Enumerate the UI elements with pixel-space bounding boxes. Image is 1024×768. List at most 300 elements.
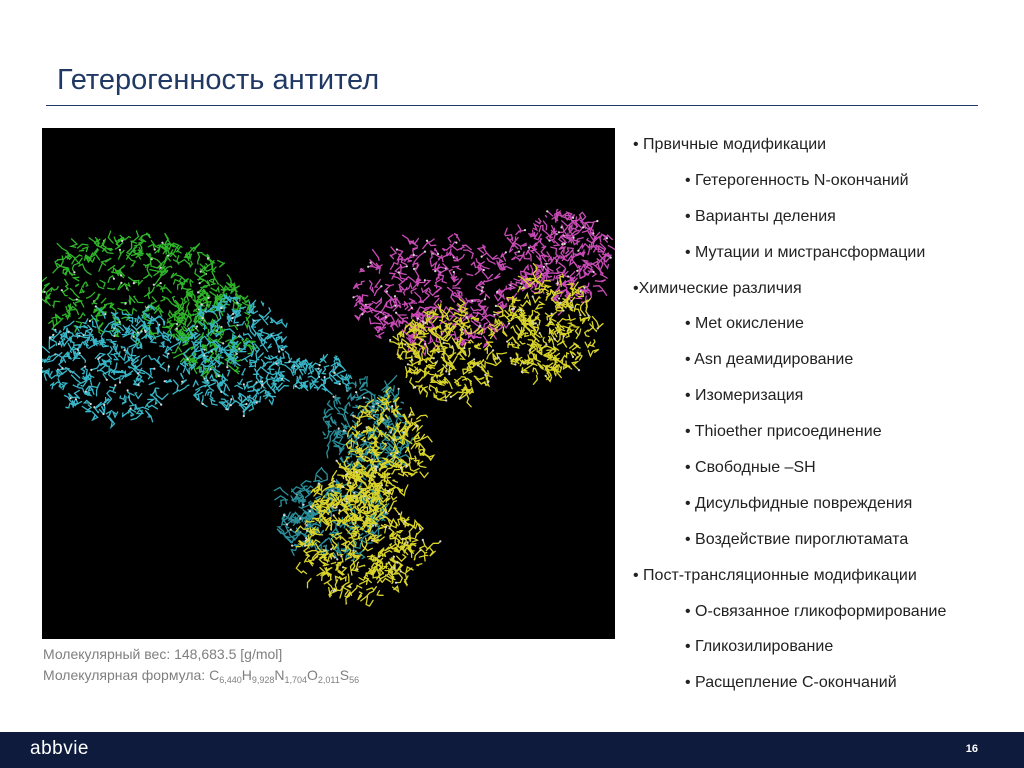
bond-stick <box>388 501 396 512</box>
atom-dot <box>339 383 341 385</box>
bond-stick <box>543 221 546 230</box>
bond-stick <box>59 384 61 387</box>
atom-dot <box>202 403 204 405</box>
atom-dot <box>44 291 46 293</box>
bond-stick <box>53 301 60 307</box>
atom-dot <box>355 391 357 393</box>
protein-domain <box>490 264 604 385</box>
atom-dot <box>610 257 612 259</box>
bond-stick <box>79 313 85 318</box>
atom-dot <box>404 343 406 345</box>
bond-stick <box>307 551 319 553</box>
atom-dot <box>528 247 530 249</box>
bond-stick <box>265 308 271 317</box>
formula-count: 56 <box>349 675 360 685</box>
bond-stick <box>224 308 225 312</box>
atom-dot <box>506 341 508 343</box>
atom-dot <box>176 328 178 330</box>
bond-stick <box>129 297 135 305</box>
bond-stick <box>108 347 113 359</box>
atom-dot <box>385 526 387 528</box>
atom-dot <box>522 286 524 288</box>
bond-stick <box>406 567 413 573</box>
atom-dot <box>453 271 455 273</box>
bond-stick <box>386 563 390 569</box>
bond-stick <box>409 299 415 303</box>
bond-stick <box>64 321 74 330</box>
atom-dot <box>392 439 394 441</box>
bullet-item: • Свободные –SH <box>685 459 816 477</box>
bond-stick <box>453 266 461 269</box>
atom-dot <box>130 407 132 409</box>
atom-dot <box>524 229 526 231</box>
atom-dot <box>290 529 292 531</box>
bond-stick <box>326 401 333 414</box>
atom-dot <box>342 486 344 488</box>
bond-stick <box>495 274 500 279</box>
bullet-item: • Thioether присоединение <box>685 423 882 441</box>
bond-stick <box>524 326 530 332</box>
bond-stick <box>201 360 205 365</box>
atom-dot <box>302 504 304 506</box>
atom-dot <box>304 545 306 547</box>
atom-dot <box>405 465 407 467</box>
atom-dot <box>545 343 547 345</box>
bond-stick <box>163 354 168 357</box>
bond-stick <box>75 284 78 287</box>
bond-stick <box>177 256 179 264</box>
atom-dot <box>398 271 400 273</box>
atom-dot <box>353 492 355 494</box>
atom-dot <box>435 362 437 364</box>
bond-stick <box>419 556 425 561</box>
atom-dot <box>133 336 135 338</box>
bond-stick <box>70 337 73 342</box>
bond-stick <box>381 525 386 533</box>
atom-dot <box>395 582 397 584</box>
bond-stick <box>158 307 162 317</box>
bond-stick <box>511 326 521 338</box>
bond-stick <box>520 341 525 344</box>
bond-stick <box>156 283 163 292</box>
bond-stick <box>538 363 544 370</box>
bond-stick <box>298 376 301 381</box>
atom-dot <box>546 210 548 212</box>
bond-stick <box>588 322 593 332</box>
atom-dot <box>592 271 594 273</box>
bond-stick <box>356 281 365 288</box>
bond-stick <box>139 253 143 255</box>
atom-dot <box>386 290 388 292</box>
atom-dot <box>413 268 415 270</box>
bond-stick <box>175 275 181 277</box>
bond-stick <box>195 243 200 249</box>
atom-dot <box>545 375 547 377</box>
bond-stick <box>278 527 290 540</box>
atom-dot <box>424 279 426 281</box>
bond-stick <box>349 382 356 388</box>
bond-stick <box>76 333 77 338</box>
bond-stick <box>390 255 394 259</box>
bond-stick <box>208 392 213 399</box>
atom-dot <box>275 362 277 364</box>
bond-stick <box>158 357 164 366</box>
footer-bar <box>0 732 1024 768</box>
bond-stick <box>474 376 485 379</box>
bond-stick <box>174 260 191 265</box>
atom-dot <box>582 226 584 228</box>
bond-stick <box>521 300 531 306</box>
bond-stick <box>320 480 327 482</box>
atom-dot <box>564 243 566 245</box>
molecular-formula-caption <box>43 667 359 685</box>
atom-dot <box>484 374 486 376</box>
bond-stick <box>413 248 418 255</box>
atom-dot <box>562 310 564 312</box>
bond-stick <box>385 292 390 298</box>
atom-dot <box>558 231 560 233</box>
atom-dot <box>583 287 585 289</box>
bond-stick <box>362 437 366 440</box>
bond-stick <box>231 401 241 405</box>
atom-dot <box>385 316 387 318</box>
atom-dot <box>319 364 321 366</box>
atom-dot <box>367 266 369 268</box>
atom-dot <box>333 514 335 516</box>
atom-dot <box>334 556 336 558</box>
atom-dot <box>226 408 228 410</box>
bond-stick <box>417 415 428 419</box>
bond-stick <box>258 353 263 358</box>
atom-dot <box>291 545 293 547</box>
atom-dot <box>349 586 351 588</box>
atom-dot <box>346 473 348 475</box>
bond-stick <box>172 347 181 353</box>
bond-stick <box>72 375 81 385</box>
bond-stick <box>407 284 412 290</box>
bond-stick <box>322 366 328 374</box>
atom-dot <box>145 331 147 333</box>
bond-stick <box>92 412 97 420</box>
atom-dot <box>119 321 121 323</box>
bond-stick <box>366 596 373 606</box>
bond-stick <box>210 399 217 405</box>
bond-stick <box>128 390 135 395</box>
bond-stick <box>539 225 543 231</box>
bond-stick <box>235 367 239 372</box>
bond-stick <box>70 371 80 378</box>
bond-stick <box>235 385 243 388</box>
atom-dot <box>573 236 575 238</box>
bond-stick <box>570 298 575 307</box>
bond-stick <box>450 245 462 251</box>
bond-stick <box>331 562 336 563</box>
bond-stick <box>423 239 434 249</box>
atom-dot <box>426 240 428 242</box>
bond-stick <box>146 233 150 238</box>
bond-stick <box>101 298 106 303</box>
bond-stick <box>423 453 434 460</box>
atom-dot <box>90 403 92 405</box>
bond-stick <box>120 395 125 399</box>
atom-dot <box>597 327 599 329</box>
bond-stick <box>401 402 403 403</box>
atom-dot <box>567 275 569 277</box>
atom-dot <box>518 251 520 253</box>
bond-stick <box>346 454 357 457</box>
bond-stick <box>118 308 130 314</box>
bullet-item: • О-связанное гликоформирование <box>685 602 947 620</box>
bond-stick <box>434 296 439 297</box>
atom-dot <box>439 540 441 542</box>
bond-stick <box>314 384 318 388</box>
atom-dot <box>409 414 411 416</box>
bond-stick <box>429 385 436 393</box>
bond-stick <box>296 563 306 574</box>
bond-stick <box>144 275 152 279</box>
antibody-ribbon-drawing <box>42 128 615 639</box>
atom-dot <box>236 302 238 304</box>
atom-dot <box>226 366 228 368</box>
atom-dot <box>334 372 336 374</box>
atom-dot <box>370 262 372 264</box>
bond-stick <box>550 318 556 322</box>
bond-stick <box>569 323 574 326</box>
bond-stick <box>315 475 322 481</box>
atom-dot <box>220 307 222 309</box>
atom-dot <box>400 467 402 469</box>
atom-dot <box>557 282 559 284</box>
bond-stick <box>81 367 85 374</box>
abbvie-logo: abbvie <box>30 738 89 759</box>
atom-dot <box>176 323 178 325</box>
atom-dot <box>61 289 63 291</box>
bond-stick <box>401 266 407 274</box>
bond-stick <box>173 380 179 394</box>
atom-dot <box>153 284 155 286</box>
bond-stick <box>151 297 156 305</box>
bond-stick <box>429 288 442 296</box>
bond-stick <box>347 387 351 391</box>
bond-stick <box>163 327 170 328</box>
bond-stick <box>394 508 400 514</box>
atom-dot <box>372 406 374 408</box>
atom-dot <box>434 270 436 272</box>
bond-stick <box>102 258 112 265</box>
bond-stick <box>501 252 506 261</box>
bond-stick <box>575 216 581 223</box>
bond-stick <box>397 250 403 258</box>
bond-stick <box>181 373 184 379</box>
atom-dot <box>393 556 395 558</box>
bond-stick <box>297 377 298 383</box>
bond-stick <box>318 369 322 377</box>
bond-stick <box>462 348 466 356</box>
bond-stick <box>147 404 158 409</box>
atom-dot <box>450 396 452 398</box>
bond-stick <box>530 230 534 234</box>
formula-count: 2,011 <box>317 675 340 685</box>
bond-stick <box>247 381 252 388</box>
formula-element: N <box>274 667 285 683</box>
page-number: 16 <box>965 743 978 755</box>
atom-dot <box>238 348 240 350</box>
atom-dot <box>286 524 288 526</box>
atom-dot <box>61 367 63 369</box>
molecular-weight-caption: Молекулярный вес: 148,683.5 [g/mol] <box>43 646 283 662</box>
atom-dot <box>443 342 445 344</box>
atom-dot <box>505 251 507 253</box>
atom-dot <box>137 372 139 374</box>
atom-dot <box>160 404 162 406</box>
bond-stick <box>524 364 537 371</box>
bullet-item: • Изомеризация <box>685 387 804 405</box>
atom-dot <box>90 369 92 371</box>
bond-stick <box>533 224 539 230</box>
atom-dot <box>422 539 424 541</box>
bond-stick <box>107 249 112 252</box>
atom-dot <box>346 500 348 502</box>
bond-stick <box>404 288 407 295</box>
bond-stick <box>373 250 379 261</box>
atom-dot <box>374 465 376 467</box>
formula-count: 1,704 <box>284 675 308 685</box>
atom-dot <box>380 285 382 287</box>
atom-dot <box>424 322 426 324</box>
bond-stick <box>393 586 399 591</box>
bond-stick <box>107 390 116 404</box>
bond-stick <box>410 378 415 388</box>
bond-stick <box>202 382 206 383</box>
atom-dot <box>422 321 424 323</box>
bond-stick <box>536 302 544 309</box>
bond-stick <box>569 315 575 321</box>
bond-stick <box>425 553 428 556</box>
atom-dot <box>496 291 498 293</box>
atom-dot <box>402 538 404 540</box>
atom-dot <box>95 305 97 307</box>
atom-dot <box>164 380 166 382</box>
bond-stick <box>425 371 436 381</box>
bond-stick <box>387 285 394 286</box>
bond-stick <box>87 292 95 298</box>
bond-stick <box>93 321 96 327</box>
bond-stick <box>54 382 59 385</box>
bond-stick <box>592 317 603 329</box>
atom-dot <box>318 368 320 370</box>
atom-dot <box>363 397 365 399</box>
bond-stick <box>51 383 54 389</box>
atom-dot <box>342 566 344 568</box>
bond-stick <box>210 281 216 285</box>
atom-dot <box>445 365 447 367</box>
bond-stick <box>466 392 472 406</box>
bond-stick <box>370 281 374 292</box>
atom-dot <box>493 314 495 316</box>
bond-stick <box>364 398 370 403</box>
atom-dot <box>324 376 326 378</box>
atom-dot <box>417 317 419 319</box>
bond-stick <box>244 333 252 338</box>
bond-stick <box>100 361 106 370</box>
bond-stick <box>332 471 337 481</box>
bond-stick <box>120 375 125 380</box>
bond-stick <box>545 313 549 320</box>
atom-dot <box>306 539 308 541</box>
atom-dot <box>484 298 486 300</box>
bond-stick <box>466 298 468 303</box>
bond-stick <box>355 301 360 306</box>
atom-dot <box>196 325 198 327</box>
bond-stick <box>131 325 145 331</box>
atom-dot <box>343 430 345 432</box>
atom-dot <box>483 269 485 271</box>
bullet-item: • Пост-трансляционные модификации <box>633 566 917 584</box>
atom-dot <box>167 353 169 355</box>
atom-dot <box>395 312 397 314</box>
bond-stick <box>483 280 492 284</box>
atom-dot <box>385 511 387 513</box>
atom-dot <box>79 352 81 354</box>
bond-stick <box>150 261 151 266</box>
formula-prefix: Молекулярная формула: <box>43 667 210 683</box>
bond-stick <box>535 325 540 338</box>
bond-stick <box>391 247 396 256</box>
atom-dot <box>325 549 327 551</box>
bond-stick <box>123 400 126 403</box>
atom-dot <box>120 282 122 284</box>
formula-count: 6,440 <box>219 675 242 685</box>
atom-dot <box>309 510 311 512</box>
bullet-item: •Химические различия <box>633 279 802 297</box>
bond-stick <box>360 550 365 559</box>
atom-dot <box>339 509 341 511</box>
bond-stick <box>220 285 225 290</box>
bond-stick <box>406 448 409 453</box>
bullet-item: • Мутации и мистрансформации <box>685 243 926 261</box>
bond-stick <box>403 414 407 420</box>
bullet-item: • Гликозилирование <box>685 638 834 656</box>
bond-stick <box>469 348 471 356</box>
bond-stick <box>199 269 206 280</box>
atom-dot <box>532 295 534 297</box>
atom-dot <box>388 527 390 529</box>
bond-stick <box>404 580 407 585</box>
atom-dot <box>416 425 418 427</box>
bond-stick <box>180 320 185 325</box>
bond-stick <box>536 219 541 224</box>
bond-stick <box>329 430 332 432</box>
bond-stick <box>437 388 444 394</box>
bond-stick <box>63 355 69 362</box>
atom-dot <box>387 490 389 492</box>
bond-stick <box>196 385 206 390</box>
bond-stick <box>320 360 323 363</box>
bond-stick <box>300 370 306 375</box>
atom-dot <box>330 548 332 550</box>
bond-stick <box>217 313 220 322</box>
bond-stick <box>463 369 469 374</box>
bond-stick <box>169 311 173 317</box>
atom-dot <box>577 250 579 252</box>
atom-dot <box>580 290 582 292</box>
atom-dot <box>411 307 413 309</box>
bond-stick <box>403 318 408 322</box>
atom-dot <box>514 363 516 365</box>
atom-dot <box>84 366 86 368</box>
atom-dot <box>120 274 122 276</box>
atom-dot <box>407 541 409 543</box>
